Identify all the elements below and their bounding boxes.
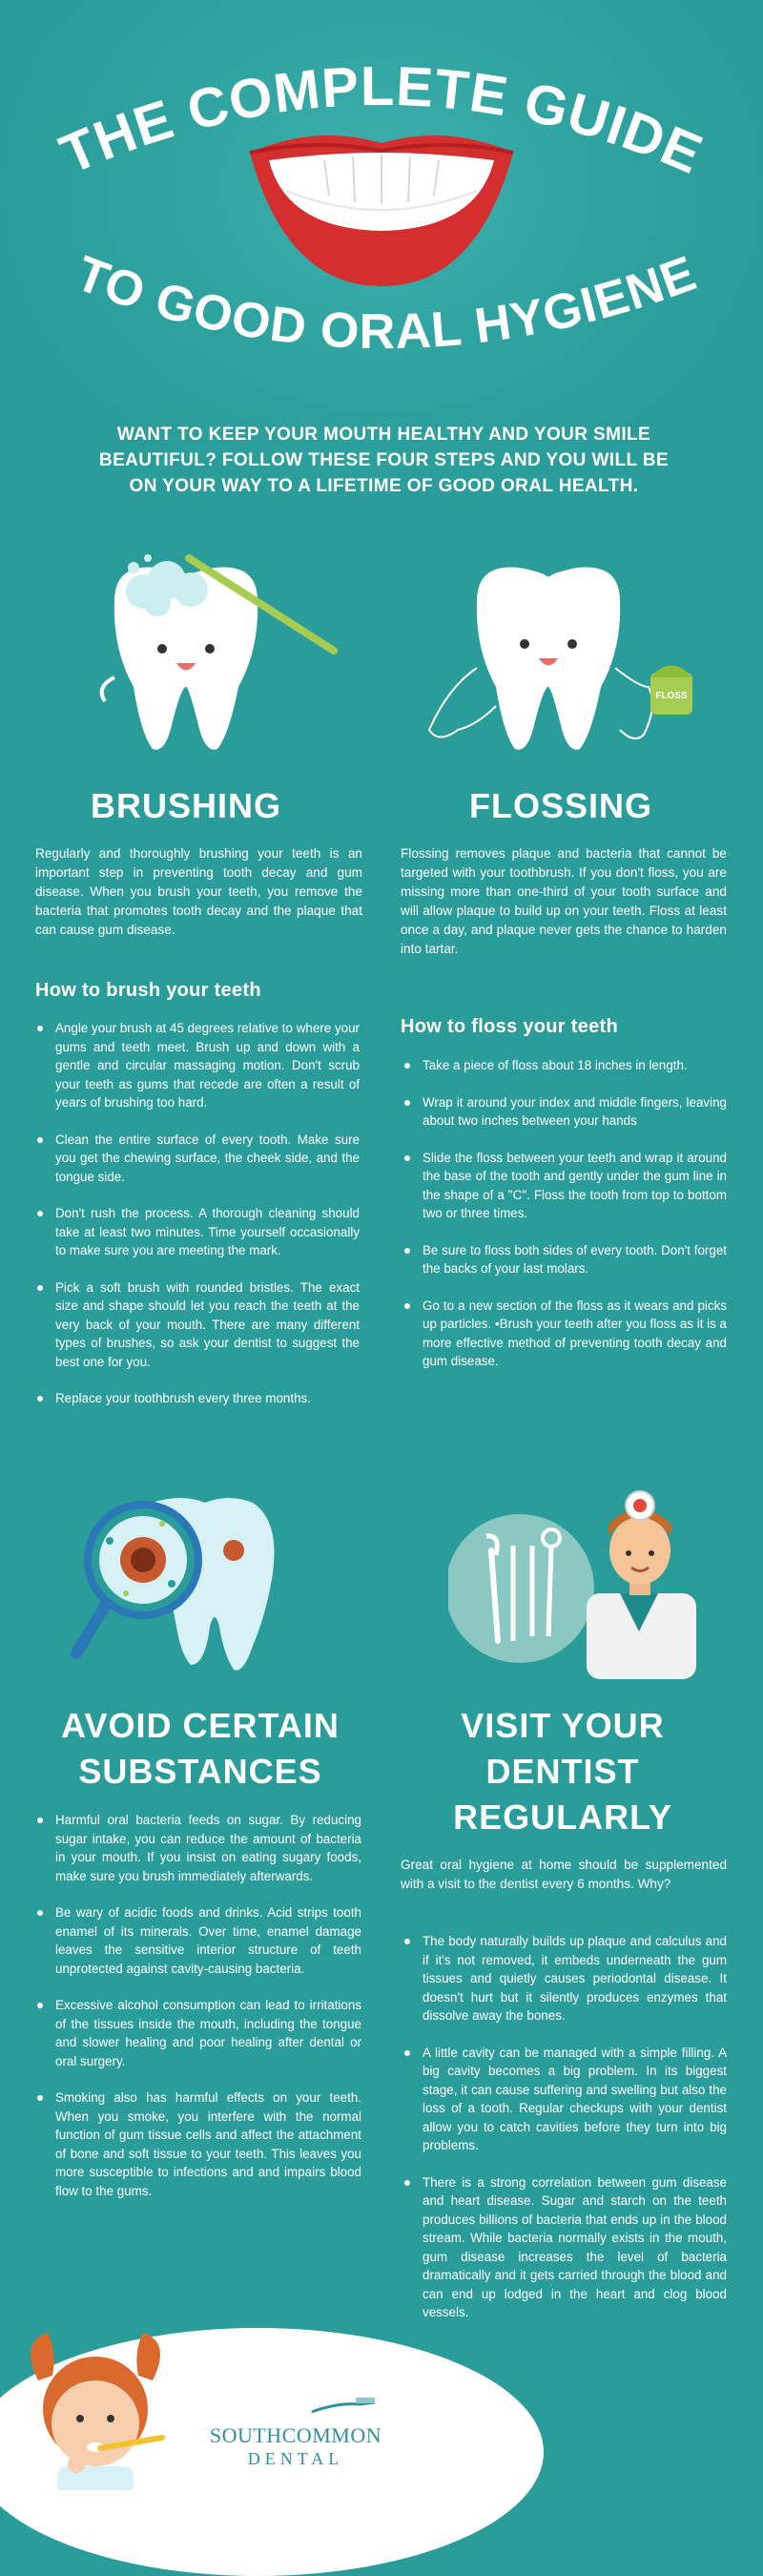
list-item: Be sure to floss both sides of every tooth. Don't forget the backs of your last molars. — [402, 1241, 727, 1278]
intro-text: WANT TO KEEP YOUR MOUTH HEALTHY AND YOUR SMILE BEAUTIFUL? FOLLOW THESE FOUR STEPS AND YOU WILL BE ON YOUR WAY TO A LIFETIME OF GOOD ORAL HEALTH. — [98, 425, 670, 496]
list-item: Wrap it around your index and middle fingers, leaving about two inches between your hands — [402, 1093, 727, 1131]
list-item: A little cavity can be managed with a simple filling. A big cavity becomes a big problem. In its biggest stage, it can cause suffering and swelling but also the loss of a tooth. Regular checkups with your dentist allow you to catch cavities before they turn into big problems. — [402, 2044, 727, 2155]
dentist-title — [401, 1703, 725, 1840]
avoid-list — [35, 1811, 361, 2218]
flossing-paragraph: Flossing removes plaque and bacteria that cannot be targeted with your toothbrush. If you don't floss, you are missing more than one-third of your tooth surface and will allow plaque to build up on your teeth. Floss at least once a day, and plaque never gets the chance to harden into tartar. — [401, 846, 727, 956]
header-title-graphic — [0, 0, 763, 401]
list-item: Smoking also has harmful effects on your teeth. When you smoke, you interfere with the normal function of gum tissue cells and affect the attachment of bone and soft tissue to your teeth. This leaves you more susceptible to infections and and impairs blood flow to the gums. — [35, 2088, 361, 2200]
avoid-title-line-2: SUBSTANCES — [78, 1752, 322, 1791]
list-item: Don't rush the process. A thorough cleaning should take at least two minutes. Time yourself occasionally to make sure you are meeting the mark. — [35, 1204, 360, 1260]
brushing-tooth-illustration — [76, 544, 343, 763]
list-item: Harmful oral bacteria feeds on sugar. By reducing sugar intake, you can reduce the amount of bacteria in your mouth. If you insist on eating sugary foods, make sure you brush immediately afterwards. — [35, 1811, 361, 1885]
flossing-tooth-illustration — [420, 563, 696, 763]
logo-main-text: SOUTHCOMMON — [209, 2423, 382, 2447]
svg-text:FLOSS: FLOSS — [655, 691, 688, 701]
list-item: Clean the entire surface of every tooth. Make sure you get the chewing surface, the cheek side, and the tongue side. — [35, 1131, 360, 1187]
flossing-list — [402, 1056, 727, 1389]
avoid-title — [19, 1703, 382, 1795]
smile-lips-icon — [250, 135, 513, 286]
floss-box-icon — [650, 666, 692, 716]
dentist-title-line-1: VISIT YOUR — [461, 1706, 665, 1745]
brushing-paragraph: Regularly and thoroughly brushing your teeth is an important step in preventing tooth decay and gum disease. When you brush your teeth, you remove the bacteria that promotes tooth decay and the plaque that can cause gum disease. — [35, 846, 362, 937]
list-item: Pick a soft brush with rounded bristles. The exact size and shape should let you reach the teeth at the very back of your mouth. There are many different types of brushes, so ask your dentist to suggest the best one for you. — [35, 1278, 360, 1372]
logo-toothbrush-icon — [310, 2397, 377, 2416]
flossing-subheading: How to floss your teeth — [401, 1016, 619, 1037]
list-item: Slide the floss between your teeth and wrap it around the base of the tooth and gently under the gum line in the shape of a "C". Floss the tooth from top to bottom two or three times. — [402, 1149, 727, 1223]
cavity-magnifier-illustration — [67, 1484, 286, 1693]
title-line-1: THE COMPLETE GUIDE — [52, 54, 711, 187]
brushing-subheading: How to brush your teeth — [35, 980, 261, 1001]
dentist-list — [402, 1932, 727, 2340]
dentist-avatar — [587, 1491, 696, 1679]
list-item: Go to a new section of the floss as it wears and picks up particles. •Brush your teeth after you floss as it is a more effective method of preventing tooth decay and gum disease. — [402, 1297, 727, 1371]
avoid-title-line-1: AVOID CERTAIN — [61, 1706, 340, 1745]
dentist-illustration — [448, 1479, 706, 1679]
girl-brushing-illustration — [19, 2304, 181, 2490]
title-line-2: TO GOOD ORAL HYGIENE — [68, 245, 704, 361]
list-item: Replace your toothbrush every three months. — [35, 1389, 360, 1408]
list-item: The body naturally builds up plaque and calculus and if it's not removed, it embeds underneath the gum tissues and quietly causes periodontal disease. It doesn't hurt but it silently produces enzymes that dissolve away the bones. — [402, 1932, 727, 2025]
list-item: Take a piece of floss about 18 inches in length. — [402, 1056, 727, 1075]
dentist-paragraph: Great oral hygiene at home should be supplemented with a visit to the dentist every 6 months. Why? — [401, 1858, 727, 1891]
dentist-title-line-3: REGULARLY — [453, 1797, 672, 1837]
list-item: Excessive alcohol consumption can lead to irritations of the tissues inside the mouth, including the tongue and slower healing and poor healing after dental or oral surgery. — [35, 1996, 361, 2070]
logo-sub-text: DENTAL — [247, 2449, 344, 2468]
brushing-list — [35, 1019, 360, 1426]
brushing-title: BRUSHING — [90, 786, 281, 825]
flossing-title: FLOSSING — [468, 786, 652, 825]
list-item: Be wary of acidic foods and drinks. Acid strips tooth enamel of its minerals. Over time, enamel damage leaves the sensitive interior structure of teeth unprotected against cavity-causing bacteria. — [35, 1903, 361, 1978]
dentist-title-line-2: DENTIST — [485, 1752, 640, 1791]
list-item: Angle your brush at 45 degrees relative to where your gums and teeth meet. Brush up and down with a gentle and circular massaging motion. Don't scrub your teeth as gums that recede are often a result of years of brushing too hard. — [35, 1019, 360, 1112]
list-item: There is a strong correlation between gum disease and heart disease. Sugar and starch on the teeth produces billions of bacteria that ends up in the blood stream. While bacteria normally exists in the mouth, gum disease increases the level of bacteria dramatically and it gets carried through the blood and can end up lodged in the heart and clog blood vessels. — [402, 2173, 727, 2322]
